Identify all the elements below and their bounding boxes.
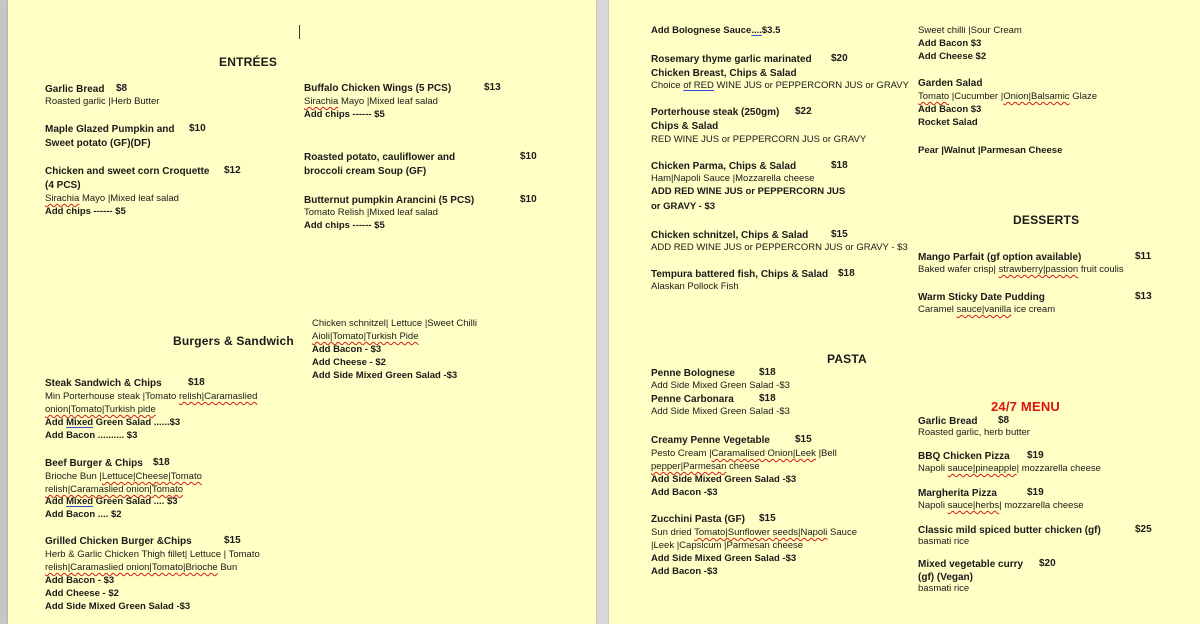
parma-add-2: or GRAVY - $3 xyxy=(651,201,716,212)
garlic-bread-price: $8 xyxy=(116,83,128,94)
zucchini-title: Zucchini Pasta (GF) xyxy=(651,514,745,525)
page-gap xyxy=(596,0,609,624)
chicken-burger-line2 xyxy=(45,562,237,575)
chicken-burger-title: Grilled Chicken Burger &Chips xyxy=(45,536,192,547)
spell-flag: relish|Caramaslied onion|Tomato|Brioche xyxy=(45,562,218,573)
tempura-title: Tempura battered fish, Chips & Salad xyxy=(651,269,829,280)
spell-flag: relish|Caramaslied onion|Tomato xyxy=(45,484,184,495)
schnitzel-sandwich-line2 xyxy=(312,331,419,344)
desc-text: Napoli xyxy=(918,463,948,474)
croquette-title-1: Chicken and sweet corn Croquette xyxy=(45,166,210,177)
menu-page-left xyxy=(8,0,596,624)
penne-bolognese-price: $18 xyxy=(759,367,776,378)
wings-desc xyxy=(304,96,438,109)
mango-price: $11 xyxy=(1135,251,1152,262)
arancini-price: $10 xyxy=(520,194,537,205)
rocket-salad: Rocket Salad xyxy=(918,117,978,128)
spell-flag: Sirachia xyxy=(45,193,80,204)
desc-text: Glaze xyxy=(1069,91,1098,102)
tempura-desc: Alaskan Pollock Fish xyxy=(651,281,739,292)
chicken-burger-price: $15 xyxy=(224,535,241,546)
garden-salad-title: Garden Salad xyxy=(918,78,983,89)
sticky-date-desc xyxy=(918,304,1055,317)
chicken-burger-cheese: Add Cheese - $2 xyxy=(45,588,119,599)
spell-flag: sauce|herbs xyxy=(947,500,1000,511)
beef-burger-salad xyxy=(45,496,178,509)
chicken-burger-line1: Herb & Garlic Chicken Thigh fillet| Lettuce | Tomato xyxy=(45,549,260,560)
porterhouse-price: $22 xyxy=(795,106,812,117)
grammar-flag: of RED xyxy=(683,80,714,91)
garden-salad-bacon: Add Bacon $3 xyxy=(918,104,982,115)
spell-flag: relish|Caramaslied xyxy=(178,391,258,402)
schnitzel-price: $15 xyxy=(831,229,848,240)
spell-flag: sauce|pineapple xyxy=(947,463,1017,474)
desc-text: ice cream xyxy=(1011,304,1056,315)
rosemary-title-2: Chicken Breast, Chips & Salad xyxy=(651,68,797,79)
desc-text: Napoli xyxy=(918,500,948,511)
desc-text: Sauce xyxy=(827,527,857,538)
creamy-penne-price: $15 xyxy=(795,434,812,445)
mango-title: Mango Parfait (gf option available) xyxy=(918,252,1082,263)
garlic-bread-title: Garlic Bread xyxy=(45,84,105,95)
beef-burger-line1 xyxy=(45,471,202,484)
spell-flag: Onion|Balsamic xyxy=(1003,91,1070,102)
burgers-heading: Burgers & Sandwich xyxy=(173,334,294,348)
croquette-price: $12 xyxy=(224,165,241,176)
creamy-penne-salad: Add Side Mixed Green Salad -$3 xyxy=(651,474,797,485)
maple-pumpkin-price: $10 xyxy=(189,123,206,134)
desc-text: Green Salad ......$3 xyxy=(93,417,181,428)
bbq-pizza-desc xyxy=(918,463,1101,476)
bbq-pizza-title: BBQ Chicken Pizza xyxy=(918,451,1010,462)
bolognese-sauce-addon xyxy=(651,25,780,38)
soup-title-2: broccoli cream Soup (GF) xyxy=(304,166,427,177)
beef-burger-line2 xyxy=(45,484,183,497)
arancini-title: Butternut pumpkin Arancini (5 PCS) xyxy=(304,195,475,206)
text-cursor xyxy=(299,25,300,39)
veg-curry-title-2: (gf) (Vegan) xyxy=(918,572,973,583)
croquette-desc xyxy=(45,193,179,206)
schnitzel-sandwich-cheese: Add Cheese - $2 xyxy=(312,357,386,368)
desc-text: Bun xyxy=(217,562,238,573)
beef-burger-price: $18 xyxy=(153,457,170,468)
garlic-bread-desc: Roasted garlic |Herb Butter xyxy=(45,96,160,107)
mango-desc xyxy=(918,264,1124,277)
pasta-heading: PASTA xyxy=(827,352,867,366)
desc-text: |Cucumber | xyxy=(949,91,1004,102)
maple-pumpkin-title-1: Maple Glazed Pumpkin and xyxy=(45,124,175,135)
spell-flag: Lettuce|Cheese|Tomato xyxy=(101,471,202,482)
spell-flag: Aioli|Tomato|Turkish Pide xyxy=(312,331,419,342)
garlic-bread-247-price: $8 xyxy=(998,415,1010,426)
schnitzel-title: Chicken schnitzel, Chips & Salad xyxy=(651,230,809,241)
soup-title-1: Roasted potato, cauliflower and xyxy=(304,152,456,163)
col2-top-cheese: Add Cheese $2 xyxy=(918,51,987,62)
parma-price: $18 xyxy=(831,160,848,171)
spell-flag: Caramalised Onion|Leek xyxy=(711,448,816,459)
chicken-burger-salad: Add Side Mixed Green Salad -$3 xyxy=(45,601,191,612)
porterhouse-title-2: Chips & Salad xyxy=(651,121,719,132)
desserts-heading: DESSERTS xyxy=(1013,213,1080,227)
parma-desc: Ham|Napoli Sauce |Mozzarella cheese xyxy=(651,173,815,184)
garlic-bread-247-desc: Roasted garlic, herb butter xyxy=(918,427,1030,438)
rosemary-price: $20 xyxy=(831,53,848,64)
desc-text: | mozzarella cheese xyxy=(1016,463,1101,474)
grammar-flag: .... xyxy=(751,25,762,36)
spell-flag: sauce|vanilla xyxy=(956,304,1012,315)
creamy-penne-title: Creamy Penne Vegetable xyxy=(651,435,770,446)
schnitzel-sandwich-salad: Add Side Mixed Green Salad -$3 xyxy=(312,370,458,381)
desc-text: Caramel xyxy=(918,304,957,315)
butter-chicken-title: Classic mild spiced butter chicken (gf) xyxy=(918,525,1101,536)
zucchini-salad: Add Side Mixed Green Salad -$3 xyxy=(651,553,797,564)
creamy-penne-line2 xyxy=(651,461,760,474)
porterhouse-title-1: Porterhouse steak (250gm) xyxy=(651,107,780,118)
menu-247-heading: 24/7 MENU xyxy=(991,399,1060,414)
desc-text: Brioche Bun | xyxy=(45,471,102,482)
chicken-burger-bacon: Add Bacon - $3 xyxy=(45,575,115,586)
desc-text: Choice xyxy=(651,80,684,91)
margherita-title: Margherita Pizza xyxy=(918,488,997,499)
desc-text: Sun dried xyxy=(651,527,695,538)
schnitzel-sandwich-bacon: Add Bacon - $3 xyxy=(312,344,382,355)
desc-text: |Bell xyxy=(815,448,837,459)
desc-text: | mozzarella cheese xyxy=(999,500,1084,511)
col2-top-line1: Sweet chilli |Sour Cream xyxy=(918,25,1022,36)
desc-text: WINE JUS or PEPPERCORN JUS or GRAVY xyxy=(713,80,909,91)
desc-text: Add xyxy=(45,417,67,428)
desc-text: Green Salad .... $3 xyxy=(93,496,178,507)
menu-page-right xyxy=(609,0,1200,624)
garden-salad-desc xyxy=(918,91,1097,104)
wings-price: $13 xyxy=(484,82,501,93)
veg-curry-desc: basmati rice xyxy=(918,583,970,594)
desc-text: fruit coulis xyxy=(1078,264,1124,275)
desc-text: Min Porterhouse steak |Tomato xyxy=(45,391,179,402)
parma-title: Chicken Parma, Chips & Salad xyxy=(651,161,797,172)
steak-sandwich-salad xyxy=(45,417,180,430)
garlic-bread-247-title: Garlic Bread xyxy=(918,416,978,427)
croquette-title-2: (4 PCS) xyxy=(45,180,81,191)
zucchini-price: $15 xyxy=(759,513,776,524)
desc-text: $3.5 xyxy=(761,25,781,36)
desc-text: cheese xyxy=(726,461,760,472)
creamy-penne-line1 xyxy=(651,448,837,461)
schnitzel-sandwich-line1: Chicken schnitzel| Lettuce |Sweet Chilli xyxy=(312,318,477,329)
spell-flag: onion|Tomato|Turkish pide xyxy=(45,404,156,415)
spell-flag: strawberry|passion xyxy=(998,264,1079,275)
rosemary-title-1: Rosemary thyme garlic marinated xyxy=(651,54,812,65)
pear-salad: Pear |Walnut |Parmesan Cheese xyxy=(918,145,1063,156)
penne-bolognese-title: Penne Bolognese xyxy=(651,368,735,379)
arancini-desc: Tomato Relish |Mixed leaf salad xyxy=(304,207,438,218)
croquette-chips: Add chips ------ $5 xyxy=(45,206,126,217)
desc-text: Add xyxy=(45,496,67,507)
steak-sandwich-title: Steak Sandwich & Chips xyxy=(45,378,162,389)
col2-top-bacon: Add Bacon $3 xyxy=(918,38,982,49)
desc-text: Add Bolognese Sauce xyxy=(651,25,752,36)
sticky-date-title: Warm Sticky Date Pudding xyxy=(918,292,1045,303)
bbq-pizza-price: $19 xyxy=(1027,450,1044,461)
beef-burger-bacon: Add Bacon .... $2 xyxy=(45,509,122,520)
spell-flag: pepper|Parmesan xyxy=(651,461,727,472)
rosemary-desc xyxy=(651,80,909,93)
penne-carbonara-price: $18 xyxy=(759,393,776,404)
steak-sandwich-price: $18 xyxy=(188,377,205,388)
entrees-heading: ENTRÉES xyxy=(219,55,278,69)
zucchini-bacon: Add Bacon -$3 xyxy=(651,566,718,577)
penne-carbonara-desc: Add Side Mixed Green Salad -$3 xyxy=(651,406,790,417)
beef-burger-title: Beef Burger & Chips xyxy=(45,458,143,469)
desc-text: Mayo |Mixed leaf salad xyxy=(338,96,438,107)
wings-chips: Add chips ------ $5 xyxy=(304,109,385,120)
zucchini-line1 xyxy=(651,527,857,540)
spell-flag: Tomato xyxy=(918,91,950,102)
wings-title: Buffalo Chicken Wings (5 PCS) xyxy=(304,83,452,94)
margherita-desc xyxy=(918,500,1083,513)
veg-curry-price: $20 xyxy=(1039,558,1056,569)
steak-sandwich-bacon: Add Bacon .......... $3 xyxy=(45,430,138,441)
penne-bolognese-desc: Add Side Mixed Green Salad -$3 xyxy=(651,380,790,391)
zucchini-line2: |Leek |Capsicum |Parmesan cheese xyxy=(651,540,804,551)
veg-curry-title-1: Mixed vegetable curry xyxy=(918,559,1024,570)
creamy-penne-bacon: Add Bacon -$3 xyxy=(651,487,718,498)
spell-flag: Sirachia xyxy=(304,96,339,107)
steak-sandwich-line2 xyxy=(45,404,156,417)
schnitzel-desc: ADD RED WINE JUS or PEPPERCORN JUS or GRAVY - $3 xyxy=(651,242,908,253)
desc-text: Baked wafer crisp| xyxy=(918,264,999,275)
penne-carbonara-title: Penne Carbonara xyxy=(651,394,734,405)
steak-sandwich-line1 xyxy=(45,391,257,404)
margherita-price: $19 xyxy=(1027,487,1044,498)
soup-price: $10 xyxy=(520,151,537,162)
desc-text: Pesto Cream | xyxy=(651,448,712,459)
butter-chicken-desc: basmati rice xyxy=(918,536,970,547)
sticky-date-price: $13 xyxy=(1135,291,1152,302)
butter-chicken-price: $25 xyxy=(1135,524,1152,535)
spell-flag: Tomato|Sunflower seeds|Napoli xyxy=(694,527,828,538)
grammar-flag: Mixed xyxy=(66,496,94,507)
tempura-price: $18 xyxy=(838,268,855,279)
parma-add-1: ADD RED WINE JUS or PEPPERCORN JUS xyxy=(651,186,846,197)
grammar-flag: Mixed xyxy=(66,417,94,428)
arancini-chips: Add chips ------ $5 xyxy=(304,220,385,231)
porterhouse-desc: RED WINE JUS or PEPPERCORN JUS or GRAVY xyxy=(651,134,867,145)
desc-text: Mayo |Mixed leaf salad xyxy=(79,193,179,204)
maple-pumpkin-title-2: Sweet potato (GF)(DF) xyxy=(45,138,151,149)
